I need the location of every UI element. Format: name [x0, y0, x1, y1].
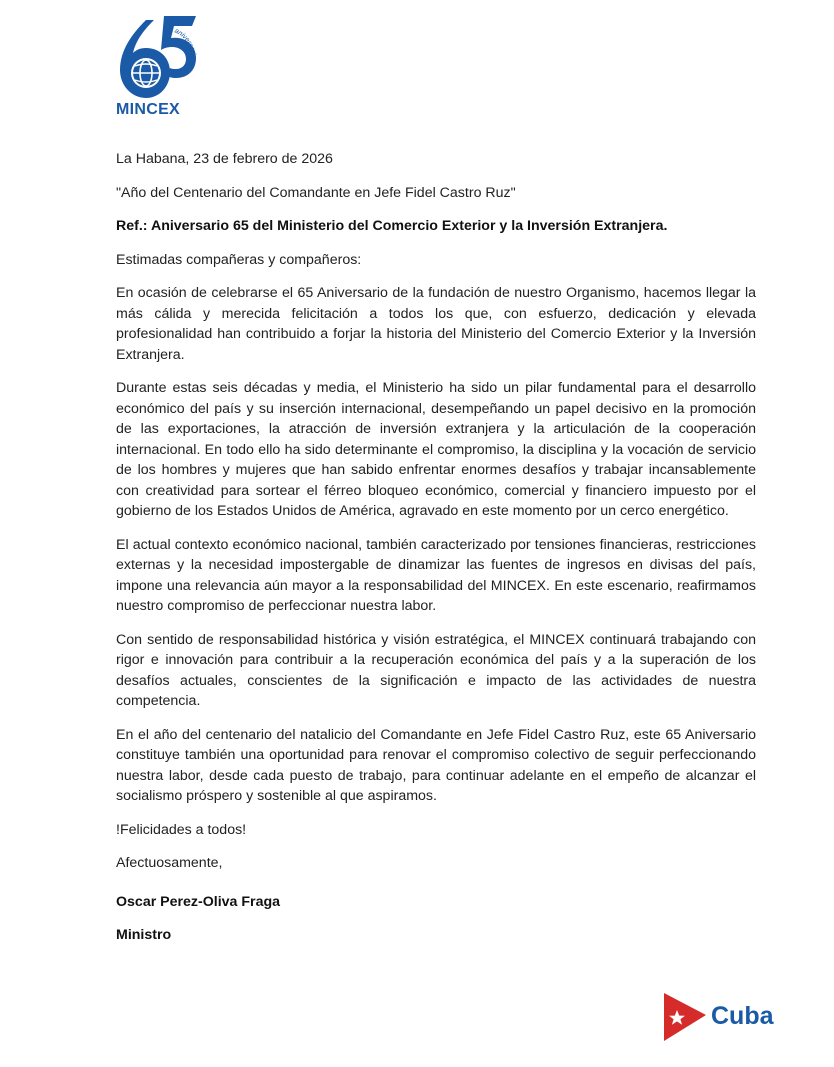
salutation: Estimadas compañeras y compañeros: — [116, 251, 362, 268]
logo-arc-text: aniversario — [173, 27, 198, 60]
paragraph: En ocasión de celebrarse el 65 Aniversario de la fundación de nuestro Organismo, hacemos llegar la más cálida y merecida felicitación a todos los que, con esfuerzo, dedicación y elevada profesionalidad han contribuido a forjar la historia del Ministerio del Comercio Exterior y la Inversión Extranjera. — [116, 285, 756, 363]
signer-title: Ministro — [116, 927, 172, 943]
cuba-brand-text: Cuba — [711, 1002, 774, 1030]
logo-org-name: MINCEX — [116, 101, 181, 118]
paragraph: En el año del centenario del natalicio del Comandante en Jefe Fidel Castro Ruz, este 65 Aniversario constituye también una oportunidad para renovar el compromiso colectivo de seguir perfeccionando nuestra labor, desde cada puesto de trabajo, para continuar adelante en el empeño de alcanzar el socialismo próspero y sostenible al que aspiramos. — [116, 726, 756, 804]
date-line: La Habana, 23 de febrero de 2026 — [116, 151, 333, 167]
paragraph: Con sentido de responsabilidad histórica y visión estratégica, el MINCEX continuará trabajando con rigor e innovación para contribuir a la recuperación económica del país y a la superación de los desafíos actuales, conscientes de la significación e impacto de las actividades de nuestra competencia. — [116, 631, 756, 709]
cuba-flag-icon — [664, 993, 714, 1043]
reference-line: Ref.: Aniversario 65 del Ministerio del Comercio Exterior y la Inversión Extranjera. — [116, 218, 668, 234]
year-motto: "Año del Centenario del Comandante en Jefe Fidel Castro Ruz" — [116, 184, 516, 201]
closing: Afectuosamente, — [116, 855, 223, 871]
signer-name: Oscar Perez-Oliva Fraga — [116, 893, 281, 910]
paragraph: Durante estas seis décadas y media, el Ministerio ha sido un pilar fundamental para el desarrollo económico del país y su inserción internacional, desempeñando un papel decisivo en la promoción de las exportaciones, la atracción de inversión extranjera y la articulación de la cooperación internacional. En todo ello ha sido determinante el compromiso, la disciplina y la vocación de servicio de los hombres y mujeres que han sabido enfrentar enormes desafíos y trabajar incansablemente con creatividad para sortear el férreo bloqueo económico, comercial y financiero impuesto por el gobierno de los Estados Unidos de América, agravado en este momento por un cerco energético. — [116, 380, 756, 519]
letter-body — [116, 149, 756, 959]
paragraph: El actual contexto económico nacional, también caracterizado por tensiones financieras, restricciones externas y la necesidad impostergable de dinamizar las fuentes de ingresos en divisas del país, impone una relevancia aún mayor a la responsabilidad del MINCEX. En este escenario, reafirmamos nuestro compromiso de perfeccionar nuestra labor. — [116, 536, 756, 614]
logo-65-graphic — [112, 12, 202, 107]
exclamation: !Felicidades a todos! — [116, 821, 247, 838]
